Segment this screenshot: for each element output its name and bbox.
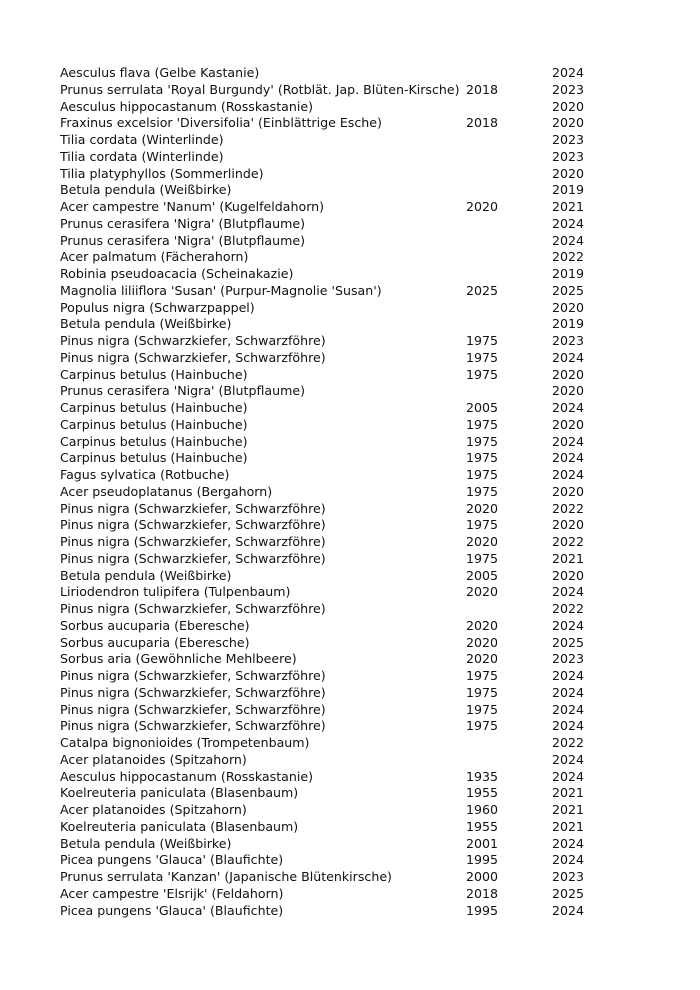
- tree-name-cell: Koelreuteria paniculata (Blasenbaum): [60, 785, 299, 801]
- tree-name-cell: Robinia pseudoacacia (Scheinakazie): [60, 266, 294, 281]
- inspection-year-cell: 2023: [552, 869, 585, 884]
- inspection-year-cell: 2021: [552, 550, 585, 566]
- tree-name-cell: Prunus cerasifera 'Nigra' (Blutpflaume): [60, 215, 306, 231]
- table-row: [60, 769, 600, 786]
- table-row: [60, 249, 600, 266]
- table-row: [60, 300, 600, 317]
- table-row: [60, 417, 600, 434]
- inspection-year-cell: 2022: [552, 249, 585, 265]
- table-row: [60, 182, 600, 199]
- inspection-year-cell: 2020: [552, 165, 585, 181]
- inspection-year-cell: 2024: [552, 701, 585, 717]
- inspection-year-cell: 2024: [552, 65, 585, 80]
- planted-year-cell: 1975: [466, 701, 499, 717]
- tree-name-cell: Prunus cerasifera 'Nigra' (Blutpflaume): [60, 383, 306, 399]
- tree-name-cell: Carpinus betulus (Hainbuche): [60, 400, 248, 415]
- inspection-year-cell: 2024: [552, 751, 585, 767]
- table-row: [60, 869, 600, 886]
- planted-year-cell: 2020: [466, 634, 499, 650]
- tree-name-cell: Tilia platyphyllos (Sommerlinde): [60, 165, 264, 181]
- inspection-year-cell: 2024: [552, 835, 585, 851]
- planted-year-cell: 2005: [466, 400, 499, 415]
- inspection-year-cell: 2019: [552, 266, 585, 281]
- table-row: [60, 115, 600, 132]
- planted-year-cell: 1995: [466, 852, 499, 868]
- tree-name-cell: Betula pendula (Weißbirke): [60, 835, 232, 851]
- inspection-year-cell: 2020: [552, 567, 585, 583]
- table-row: [60, 216, 600, 233]
- table-row: [60, 668, 600, 685]
- tree-name-cell: Liriodendron tulipifera (Tulpenbaum): [60, 584, 291, 600]
- tree-name-cell: Picea pungens 'Glauca' (Blaufichte): [60, 902, 284, 918]
- planted-year-cell: 1960: [466, 802, 499, 817]
- table-row: [60, 534, 600, 551]
- planted-year-cell: 1975: [466, 366, 499, 382]
- tree-name-cell: Prunus serrulata 'Kanzan' (Japanische Blütenkirsche): [60, 869, 392, 884]
- planted-year-cell: 2018: [466, 885, 499, 901]
- inspection-year-cell: 2023: [552, 333, 585, 348]
- inspection-year-cell: 2024: [552, 215, 585, 231]
- inspection-year-cell: 2021: [552, 199, 585, 214]
- planted-year-cell: 2020: [466, 651, 499, 667]
- planted-year-cell: 1975: [466, 718, 499, 734]
- planted-year-cell: 2000: [466, 869, 499, 884]
- tree-name-cell: Tilia cordata (Winterlinde): [60, 148, 224, 164]
- table-row: [60, 735, 600, 752]
- table-row: [60, 501, 600, 518]
- table-row: [60, 886, 600, 903]
- table-row: [60, 434, 600, 451]
- tree-name-cell: Prunus serrulata 'Royal Burgundy' (Rotblät. Jap. Blüten-Kirsche): [60, 81, 460, 97]
- planted-year-cell: 1975: [466, 416, 499, 432]
- tree-name-cell: Betula pendula (Weißbirke): [60, 182, 232, 198]
- table-row: [60, 149, 600, 166]
- tree-name-cell: Catalpa bignonioides (Trompetenbaum): [60, 735, 310, 750]
- table-row: [60, 584, 600, 601]
- table-row: [60, 601, 600, 618]
- inspection-year-cell: 2020: [552, 115, 585, 131]
- planted-year-cell: 2020: [466, 617, 499, 633]
- inspection-year-cell: 2021: [552, 802, 585, 817]
- table-row: [60, 467, 600, 484]
- table-row: [60, 903, 600, 920]
- inspection-year-cell: 2024: [552, 902, 585, 918]
- planted-year-cell: 1975: [466, 483, 499, 499]
- inspection-year-cell: 2025: [552, 282, 585, 298]
- table-row: [60, 65, 600, 82]
- inspection-year-cell: 2024: [552, 450, 585, 466]
- table-row: [60, 718, 600, 735]
- tree-name-cell: Acer platanoides (Spitzahorn): [60, 751, 247, 767]
- tree-name-cell: Aesculus flava (Gelbe Kastanie): [60, 65, 260, 80]
- tree-name-cell: Populus nigra (Schwarzpappel): [60, 299, 255, 315]
- tree-name-cell: Betula pendula (Weißbirke): [60, 567, 232, 583]
- planted-year-cell: 1975: [466, 550, 499, 566]
- table-row: [60, 852, 600, 869]
- table-row: [60, 233, 600, 250]
- inspection-year-cell: 2024: [552, 668, 585, 683]
- planted-year-cell: 1955: [466, 785, 499, 801]
- inspection-year-cell: 2023: [552, 132, 585, 147]
- inspection-year-cell: 2020: [552, 366, 585, 382]
- inspection-year-cell: 2022: [552, 601, 585, 616]
- inspection-year-cell: 2019: [552, 182, 585, 198]
- inspection-year-cell: 2024: [552, 768, 585, 784]
- table-row: [60, 568, 600, 585]
- inspection-year-cell: 2024: [552, 718, 585, 734]
- planted-year-cell: 1975: [466, 349, 499, 365]
- tree-name-cell: Pinus nigra (Schwarzkiefer, Schwarzföhre): [60, 601, 326, 616]
- tree-name-cell: Pinus nigra (Schwarzkiefer, Schwarzföhre): [60, 333, 326, 348]
- table-row: [60, 266, 600, 283]
- tree-name-cell: Aesculus hippocastanum (Rosskastanie): [60, 768, 313, 784]
- tree-name-cell: Fraxinus excelsior 'Diversifolia' (Einblättrige Esche): [60, 115, 382, 131]
- planted-year-cell: 1975: [466, 668, 499, 683]
- table-row: [60, 618, 600, 635]
- table-row: [60, 517, 600, 534]
- inspection-year-cell: 2020: [552, 517, 585, 533]
- table-row: [60, 819, 600, 836]
- planted-year-cell: 2020: [466, 500, 499, 516]
- inspection-year-cell: 2022: [552, 534, 585, 549]
- inspection-year-cell: 2023: [552, 651, 585, 667]
- tree-name-cell: Pinus nigra (Schwarzkiefer, Schwarzföhre): [60, 668, 326, 683]
- inspection-year-cell: 2024: [552, 467, 585, 482]
- tree-name-cell: Pinus nigra (Schwarzkiefer, Schwarzföhre): [60, 349, 326, 365]
- tree-name-cell: Betula pendula (Weißbirke): [60, 316, 232, 332]
- planted-year-cell: 1935: [466, 768, 499, 784]
- table-row: [60, 350, 600, 367]
- tree-name-cell: Sorbus aucuparia (Eberesche): [60, 634, 250, 650]
- inspection-year-cell: 2021: [552, 785, 585, 801]
- table-row: [60, 82, 600, 99]
- inspection-year-cell: 2022: [552, 735, 585, 750]
- table-row: [60, 99, 600, 116]
- planted-year-cell: 1975: [466, 517, 499, 533]
- planted-year-cell: 2018: [466, 81, 499, 97]
- inspection-year-cell: 2024: [552, 433, 585, 449]
- planted-year-cell: 1975: [466, 467, 499, 482]
- planted-year-cell: 1975: [466, 433, 499, 449]
- tree-name-cell: Magnolia liliiflora 'Susan' (Purpur-Magnolie 'Susan'): [60, 282, 382, 298]
- planted-year-cell: 2025: [466, 282, 499, 298]
- planted-year-cell: 2005: [466, 567, 499, 583]
- inspection-year-cell: 2020: [552, 98, 585, 114]
- tree-name-cell: Acer palmatum (Fächerahorn): [60, 249, 249, 265]
- planted-year-cell: 2020: [466, 199, 499, 214]
- table-row: [60, 651, 600, 668]
- tree-name-cell: Aesculus hippocastanum (Rosskastanie): [60, 98, 313, 114]
- inspection-year-cell: 2020: [552, 416, 585, 432]
- inspection-year-cell: 2021: [552, 818, 585, 834]
- table-row: [60, 450, 600, 467]
- inspection-year-cell: 2024: [552, 684, 585, 700]
- table-row: [60, 551, 600, 568]
- inspection-year-cell: 2023: [552, 148, 585, 164]
- table-row: [60, 685, 600, 702]
- inspection-year-cell: 2024: [552, 584, 585, 600]
- planted-year-cell: 1975: [466, 333, 499, 348]
- tree-name-cell: Tilia cordata (Winterlinde): [60, 132, 224, 147]
- inspection-year-cell: 2024: [552, 400, 585, 415]
- tree-name-cell: Acer campestre 'Elsrijk' (Feldahorn): [60, 885, 284, 901]
- planted-year-cell: 1975: [466, 684, 499, 700]
- inspection-year-cell: 2024: [552, 349, 585, 365]
- tree-name-cell: Carpinus betulus (Hainbuche): [60, 433, 248, 449]
- planted-year-cell: 2020: [466, 534, 499, 549]
- planted-year-cell: 1975: [466, 450, 499, 466]
- table-row: [60, 199, 600, 216]
- table-row: [60, 367, 600, 384]
- tree-name-cell: Sorbus aucuparia (Eberesche): [60, 617, 250, 633]
- table-row: [60, 836, 600, 853]
- tree-name-cell: Koelreuteria paniculata (Blasenbaum): [60, 818, 299, 834]
- table-row: [60, 802, 600, 819]
- table-row: [60, 400, 600, 417]
- inspection-year-cell: 2025: [552, 634, 585, 650]
- table-row: [60, 635, 600, 652]
- tree-name-cell: Acer pseudoplatanus (Bergahorn): [60, 483, 273, 499]
- planted-year-cell: 2018: [466, 115, 499, 131]
- tree-name-cell: Pinus nigra (Schwarzkiefer, Schwarzföhre): [60, 500, 326, 516]
- table-row: [60, 702, 600, 719]
- table-row: [60, 484, 600, 501]
- tree-name-cell: Pinus nigra (Schwarzkiefer, Schwarzföhre): [60, 550, 326, 566]
- inspection-year-cell: 2020: [552, 483, 585, 499]
- inspection-year-cell: 2024: [552, 617, 585, 633]
- tree-name-cell: Carpinus betulus (Hainbuche): [60, 366, 248, 382]
- tree-name-cell: Pinus nigra (Schwarzkiefer, Schwarzföhre): [60, 684, 326, 700]
- table-row: [60, 785, 600, 802]
- table-row: [60, 383, 600, 400]
- tree-name-cell: Acer campestre 'Nanum' (Kugelfeldahorn): [60, 199, 325, 214]
- planted-year-cell: 1995: [466, 902, 499, 918]
- tree-list-table: [60, 65, 600, 919]
- tree-name-cell: Prunus cerasifera 'Nigra' (Blutpflaume): [60, 232, 306, 248]
- inspection-year-cell: 2020: [552, 383, 585, 399]
- tree-name-cell: Picea pungens 'Glauca' (Blaufichte): [60, 852, 284, 868]
- table-row: [60, 316, 600, 333]
- planted-year-cell: 1955: [466, 818, 499, 834]
- tree-name-cell: Sorbus aria (Gewöhnliche Mehlbeere): [60, 651, 297, 667]
- table-row: [60, 166, 600, 183]
- tree-name-cell: Carpinus betulus (Hainbuche): [60, 416, 248, 432]
- inspection-year-cell: 2023: [552, 81, 585, 97]
- tree-name-cell: Pinus nigra (Schwarzkiefer, Schwarzföhre): [60, 718, 326, 734]
- tree-name-cell: Pinus nigra (Schwarzkiefer, Schwarzföhre): [60, 701, 326, 717]
- table-row: [60, 333, 600, 350]
- table-row: [60, 132, 600, 149]
- inspection-year-cell: 2019: [552, 316, 585, 332]
- tree-name-cell: Pinus nigra (Schwarzkiefer, Schwarzföhre): [60, 534, 326, 549]
- inspection-year-cell: 2020: [552, 299, 585, 315]
- inspection-year-cell: 2025: [552, 885, 585, 901]
- table-row: [60, 752, 600, 769]
- table-row: [60, 283, 600, 300]
- inspection-year-cell: 2024: [552, 232, 585, 248]
- tree-name-cell: Acer platanoides (Spitzahorn): [60, 802, 247, 817]
- tree-name-cell: Fagus sylvatica (Rotbuche): [60, 467, 230, 482]
- inspection-year-cell: 2022: [552, 500, 585, 516]
- tree-name-cell: Pinus nigra (Schwarzkiefer, Schwarzföhre): [60, 517, 326, 533]
- inspection-year-cell: 2024: [552, 852, 585, 868]
- tree-name-cell: Carpinus betulus (Hainbuche): [60, 450, 248, 466]
- planted-year-cell: 2020: [466, 584, 499, 600]
- planted-year-cell: 2001: [466, 835, 499, 851]
